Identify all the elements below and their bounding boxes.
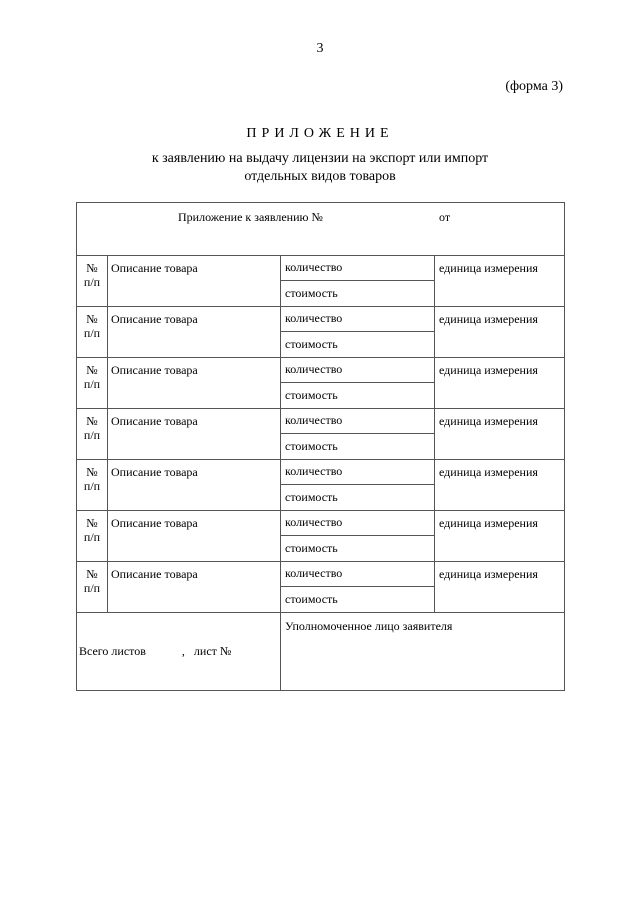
total-sheets-label: Всего листов , лист №: [79, 644, 232, 658]
cost-cell[interactable]: стоимость: [281, 536, 435, 562]
quantity-cell[interactable]: количество: [281, 256, 435, 281]
row-number-sign: №: [86, 414, 98, 428]
cost-cell[interactable]: стоимость: [281, 281, 435, 307]
row-number-pp: п/п: [83, 530, 101, 544]
description-cell[interactable]: Описание товара: [108, 358, 281, 409]
row-number-cell: [77, 562, 108, 613]
row-number-pp: п/п: [83, 326, 101, 340]
description-cell[interactable]: Описание товара: [108, 256, 281, 307]
quantity-cell[interactable]: количество: [281, 307, 435, 332]
unit-cell[interactable]: единица измерения: [435, 511, 565, 562]
quantity-cell[interactable]: количество: [281, 358, 435, 383]
row-number-pp: п/п: [83, 275, 101, 289]
form-id: (форма 3): [505, 79, 563, 94]
row-number-sign: №: [86, 567, 98, 581]
row-number-cell: [77, 358, 108, 409]
description-cell[interactable]: Описание товара: [108, 511, 281, 562]
quantity-cell[interactable]: количество: [281, 562, 435, 587]
header-from-label: от: [439, 210, 451, 224]
cost-cell[interactable]: стоимость: [281, 434, 435, 460]
row-number-pp: п/п: [83, 377, 101, 391]
cost-cell[interactable]: стоимость: [281, 332, 435, 358]
unit-cell[interactable]: единица измерения: [435, 409, 565, 460]
unit-cell[interactable]: единица измерения: [435, 307, 565, 358]
description-cell[interactable]: Описание товара: [108, 460, 281, 511]
row-number-pp: п/п: [83, 428, 101, 442]
goods-row: [77, 256, 565, 281]
row-number-pp: п/п: [83, 581, 101, 595]
cost-cell[interactable]: стоимость: [281, 485, 435, 511]
table-header-cell: [77, 203, 565, 256]
row-number-cell: [77, 307, 108, 358]
quantity-cell[interactable]: количество: [281, 409, 435, 434]
cost-cell[interactable]: стоимость: [281, 587, 435, 613]
goods-table: [76, 202, 565, 691]
unit-cell[interactable]: единица измерения: [435, 460, 565, 511]
unit-cell[interactable]: единица измерения: [435, 562, 565, 613]
row-number-cell: [77, 460, 108, 511]
row-number-sign: №: [86, 516, 98, 530]
quantity-cell[interactable]: количество: [281, 460, 435, 485]
unit-cell[interactable]: единица измерения: [435, 358, 565, 409]
authorized-person-cell[interactable]: Уполномоченное лицо заявителя: [281, 613, 565, 691]
row-number-sign: №: [86, 312, 98, 326]
goods-row: [77, 511, 565, 536]
goods-row: [77, 460, 565, 485]
subtitle-line-1: к заявлению на выдачу лицензии на экспорт или импорт: [151, 151, 489, 166]
goods-row: [77, 358, 565, 383]
page-title: ПРИЛОЖЕНИЕ: [246, 126, 394, 141]
row-number-cell: [77, 511, 108, 562]
footer-sheets-cell: [77, 613, 281, 691]
row-number-sign: №: [86, 363, 98, 377]
row-number-sign: №: [86, 465, 98, 479]
goods-row: [77, 409, 565, 434]
subtitle: [0, 150, 640, 186]
description-cell[interactable]: Описание товара: [108, 562, 281, 613]
row-number-cell: [77, 409, 108, 460]
footer-row: [77, 613, 565, 691]
header-application-label: Приложение к заявлению №: [178, 210, 323, 224]
row-number-pp: п/п: [83, 479, 101, 493]
description-cell[interactable]: Описание товара: [108, 307, 281, 358]
description-cell[interactable]: Описание товара: [108, 409, 281, 460]
quantity-cell[interactable]: количество: [281, 511, 435, 536]
goods-row: [77, 307, 565, 332]
unit-cell[interactable]: единица измерения: [435, 256, 565, 307]
cost-cell[interactable]: стоимость: [281, 383, 435, 409]
page-number: 3: [316, 41, 324, 56]
row-number-sign: №: [86, 261, 98, 275]
goods-row: [77, 562, 565, 587]
row-number-cell: [77, 256, 108, 307]
subtitle-line-2: отдельных видов товаров: [244, 169, 396, 184]
